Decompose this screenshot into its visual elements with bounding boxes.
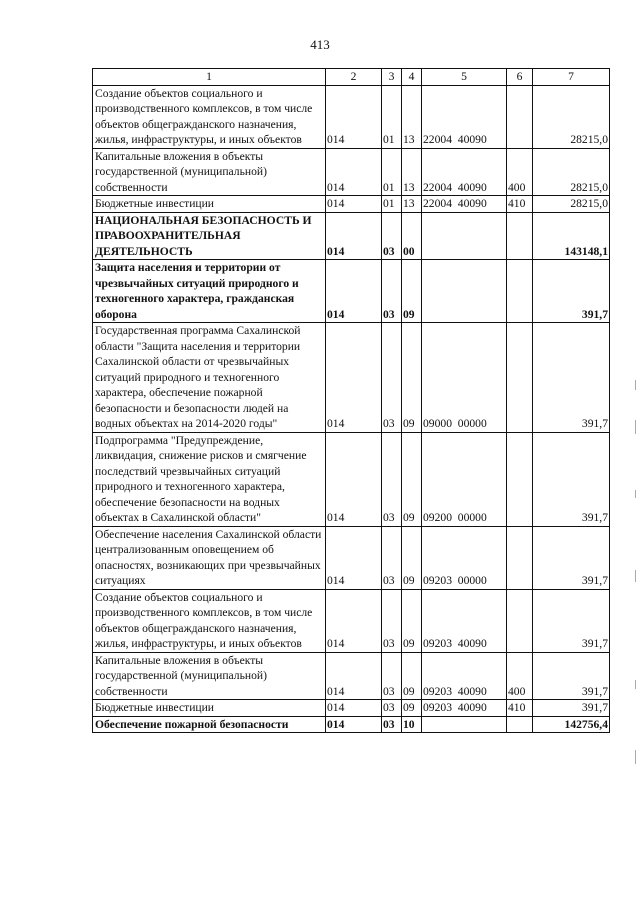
section-code-cell: 03: [382, 589, 402, 652]
ministry-code-cell: 014: [326, 432, 382, 526]
subsection-code-cell: 09: [402, 700, 422, 717]
subsection-code-cell: 10: [402, 716, 422, 733]
subsection-code-cell: 09: [402, 589, 422, 652]
subsection-code-cell: 09: [402, 526, 422, 589]
expense-type-cell: 410: [507, 700, 533, 717]
header-cell: 7: [533, 69, 610, 86]
amount-cell: 391,7: [533, 526, 610, 589]
scan-margin-marks: [630, 380, 636, 780]
expense-type-cell: 410: [507, 196, 533, 213]
target-article-cell: 22004 40090: [422, 85, 507, 148]
ministry-code-cell: 014: [326, 196, 382, 213]
section-code-cell: 03: [382, 323, 402, 433]
expense-type-cell: [507, 212, 533, 260]
table-row: [93, 196, 610, 213]
table-row: [93, 589, 610, 652]
expense-type-cell: [507, 85, 533, 148]
target-article-cell: 09000 00000: [422, 323, 507, 433]
ministry-code-cell: 014: [326, 700, 382, 717]
header-cell: 6: [507, 69, 533, 86]
amount-cell: 28215,0: [533, 85, 610, 148]
amount-cell: 28215,0: [533, 148, 610, 196]
item-name-cell: НАЦИОНАЛЬНАЯ БЕЗОПАСНОСТЬ И ПРАВООХРАНИТЕЛЬНАЯ ДЕЯТЕЛЬНОСТЬ: [93, 212, 326, 260]
target-article-cell: 09203 40090: [422, 652, 507, 700]
table-row: [93, 526, 610, 589]
table-row: [93, 716, 610, 733]
target-article-cell: [422, 260, 507, 323]
subsection-code-cell: 13: [402, 148, 422, 196]
expense-type-cell: [507, 526, 533, 589]
item-name-cell: Бюджетные инвестиции: [93, 700, 326, 717]
subsection-code-cell: 09: [402, 652, 422, 700]
ministry-code-cell: 014: [326, 148, 382, 196]
amount-cell: 142756,4: [533, 716, 610, 733]
item-name-cell: Обеспечение пожарной безопасности: [93, 716, 326, 733]
section-code-cell: 03: [382, 652, 402, 700]
expense-type-cell: 400: [507, 652, 533, 700]
ministry-code-cell: 014: [326, 652, 382, 700]
amount-cell: 391,7: [533, 323, 610, 433]
section-code-cell: 01: [382, 148, 402, 196]
subsection-code-cell: 09: [402, 323, 422, 433]
table-row: [93, 700, 610, 717]
header-cell: 4: [402, 69, 422, 86]
table-row: [93, 323, 610, 433]
item-name-cell: Подпрограмма "Предупреждение, ликвидация, снижение рисков и смягчение последствий чрезвычайных ситуаций природного и техногенного характера, обеспечение безопасности на водных объектах в Сахалинской области": [93, 432, 326, 526]
section-code-cell: 03: [382, 716, 402, 733]
table-row: [93, 260, 610, 323]
item-name-cell: Капитальные вложения в объекты государственной (муниципальной) собственности: [93, 652, 326, 700]
amount-cell: 391,7: [533, 700, 610, 717]
header-cell: 3: [382, 69, 402, 86]
target-article-cell: 09203 00000: [422, 526, 507, 589]
item-name-cell: Капитальные вложения в объекты государственной (муниципальной) собственности: [93, 148, 326, 196]
amount-cell: 391,7: [533, 589, 610, 652]
target-article-cell: 09203 40090: [422, 700, 507, 717]
target-article-cell: 09200 00000: [422, 432, 507, 526]
expense-type-cell: [507, 323, 533, 433]
ministry-code-cell: 014: [326, 526, 382, 589]
target-article-cell: 22004 40090: [422, 148, 507, 196]
table-header-row: [93, 69, 610, 86]
item-name-cell: Бюджетные инвестиции: [93, 196, 326, 213]
item-name-cell: Государственная программа Сахалинской области "Защита населения и территории Сахалинской области от чрезвычайных ситуаций природного и техногенного характера, обеспечение пожарной безопасности и безопасности людей на водных объектах на 2014-2020 годы": [93, 323, 326, 433]
section-code-cell: 03: [382, 700, 402, 717]
item-name-cell: Создание объектов социального и производственного комплексов, в том числе объектов общегражданского назначения, жилья, инфраструктуры, и иных объектов: [93, 589, 326, 652]
expense-type-cell: [507, 432, 533, 526]
expense-type-cell: [507, 260, 533, 323]
table-row: [93, 652, 610, 700]
page-number: 413: [310, 37, 330, 52]
subsection-code-cell: 09: [402, 432, 422, 526]
expense-type-cell: [507, 716, 533, 733]
expense-type-cell: [507, 589, 533, 652]
subsection-code-cell: 00: [402, 212, 422, 260]
target-article-cell: [422, 716, 507, 733]
subsection-code-cell: 13: [402, 85, 422, 148]
target-article-cell: 22004 40090: [422, 196, 507, 213]
amount-cell: 143148,1: [533, 212, 610, 260]
header-cell: 1: [93, 69, 326, 86]
ministry-code-cell: 014: [326, 85, 382, 148]
amount-cell: 391,7: [533, 432, 610, 526]
subsection-code-cell: 13: [402, 196, 422, 213]
expense-type-cell: 400: [507, 148, 533, 196]
item-name-cell: Создание объектов социального и производственного комплексов, в том числе объектов общегражданского назначения, жилья, инфраструктуры, и иных объектов: [93, 85, 326, 148]
ministry-code-cell: 014: [326, 323, 382, 433]
amount-cell: 391,7: [533, 260, 610, 323]
item-name-cell: Обеспечение населения Сахалинской области централизованным оповещением об опасностях, возникающих при чрезвычайных ситуациях: [93, 526, 326, 589]
table-row: [93, 432, 610, 526]
table-row: [93, 85, 610, 148]
section-code-cell: 01: [382, 85, 402, 148]
section-code-cell: 03: [382, 526, 402, 589]
target-article-cell: [422, 212, 507, 260]
amount-cell: 391,7: [533, 652, 610, 700]
ministry-code-cell: 014: [326, 589, 382, 652]
header-cell: 2: [326, 69, 382, 86]
subsection-code-cell: 09: [402, 260, 422, 323]
ministry-code-cell: 014: [326, 716, 382, 733]
item-name-cell: Защита населения и территории от чрезвычайных ситуаций природного и техногенного характера, гражданская оборона: [93, 260, 326, 323]
table-row: [93, 148, 610, 196]
ministry-code-cell: 014: [326, 212, 382, 260]
ministry-code-cell: 014: [326, 260, 382, 323]
section-code-cell: 03: [382, 212, 402, 260]
header-cell: 5: [422, 69, 507, 86]
target-article-cell: 09203 40090: [422, 589, 507, 652]
section-code-cell: 03: [382, 432, 402, 526]
budget-table: [92, 68, 610, 733]
table-row: [93, 212, 610, 260]
amount-cell: 28215,0: [533, 196, 610, 213]
section-code-cell: 03: [382, 260, 402, 323]
section-code-cell: 01: [382, 196, 402, 213]
